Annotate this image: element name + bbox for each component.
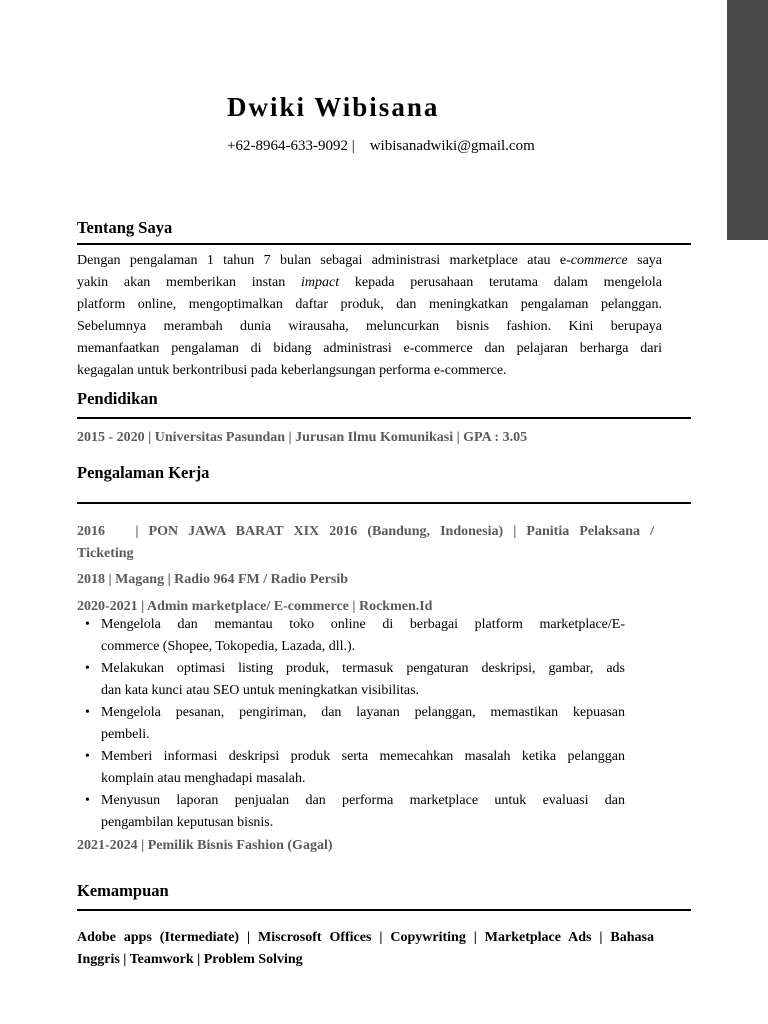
resume-name: Dwiki Wibisana — [227, 92, 440, 122]
about-line: memanfaatkan pengalaman di bidang administrasi e-commerce dan pelajaran berharga dari — [77, 341, 662, 356]
bullet-icon: • — [85, 705, 90, 720]
list-item: • Melakukan optimasi listing produk, termasuk pengaturan deskripsi, gambar, ads dan kata kunci atau SEO untuk meningkatkan visibilitas. — [77, 658, 625, 702]
education-entry: 2015 - 2020 | Universitas Pasundan | Jurusan Ilmu Komunikasi | GPA : 3.05 — [77, 430, 528, 445]
section-title-experience: Pengalaman Kerja — [77, 463, 210, 482]
experience-entry-line: 2016 | PON JAWA BARAT XIX 2016 (Bandung, Indonesia) | Panitia Pelaksana / — [77, 524, 654, 539]
list-item: • Memberi informasi deskripsi produk serta memecahkan masalah ketika pelanggan komplain atau menghadapi masalah. — [77, 746, 625, 790]
list-item: • Mengelola pesanan, pengiriman, dan layanan pelanggan, memastikan kepuasan pembeli. — [77, 702, 625, 746]
contact-line — [227, 138, 535, 155]
skills-list — [77, 927, 654, 971]
about-paragraph — [77, 250, 662, 382]
phone-number: +62-8964-633-9092 | — [227, 138, 355, 154]
bullet-icon: • — [85, 661, 90, 676]
section-divider — [77, 417, 691, 419]
bullet-icon: • — [85, 617, 90, 632]
section-title-about: Tentang Saya — [77, 218, 173, 237]
about-line: platform online, mengoptimalkan daftar produk, dan meningkatkan pengalaman pelanggan. — [77, 297, 662, 312]
section-divider — [77, 909, 691, 911]
skills-line: Adobe apps (Itermediate) | Miscrosoft Offices | Copywriting | Marketplace Ads | Bahasa — [77, 930, 654, 945]
list-item: • Mengelola dan memantau toko online di berbagai platform marketplace/E- commerce (Shopee, Tokopedia, Lazada, dll.). — [77, 614, 625, 658]
section-divider — [77, 502, 691, 504]
about-line: Dengan pengalaman 1 tahun 7 bulan sebagai administrasi marketplace atau e-commerce saya — [77, 253, 662, 268]
list-item: • Menyusun laporan penjualan dan performa marketplace untuk evaluasi dan pengambilan keputusan bisnis. — [77, 790, 625, 834]
bullet-icon: • — [85, 793, 90, 808]
bullet-icon: • — [85, 749, 90, 764]
experience-entry-line: Ticketing — [77, 546, 134, 561]
experience-entry-pon — [77, 521, 654, 565]
section-title-skills: Kemampuan — [77, 881, 169, 900]
experience-entry-rockmen: 2020-2021 | Admin marketplace/ E-commerce | Rockmen.Id — [77, 599, 433, 614]
section-title-education: Pendidikan — [77, 389, 158, 408]
about-line: yakin akan memberikan instan impact kepada perusahaan terutama dalam mengelola — [77, 275, 662, 290]
skills-line: Inggris | Teamwork | Problem Solving — [77, 952, 303, 967]
section-divider — [77, 243, 691, 245]
email-address: wibisanadwiki@gmail.com — [369, 138, 535, 154]
side-tab-decoration — [727, 0, 768, 240]
about-line: kegagalan untuk berkontribusi pada keberlangsungan performa e-commerce. — [77, 363, 507, 378]
experience-entry-radio: 2018 | Magang | Radio 964 FM / Radio Persib — [77, 572, 348, 587]
about-line: Sebelumnya merambah dunia wirausaha, meluncurkan bisnis fashion. Kini berupaya — [77, 319, 662, 334]
experience-entry-fashion: 2021-2024 | Pemilik Bisnis Fashion (Gagal) — [77, 838, 333, 853]
rockmen-responsibilities-list — [77, 614, 625, 834]
